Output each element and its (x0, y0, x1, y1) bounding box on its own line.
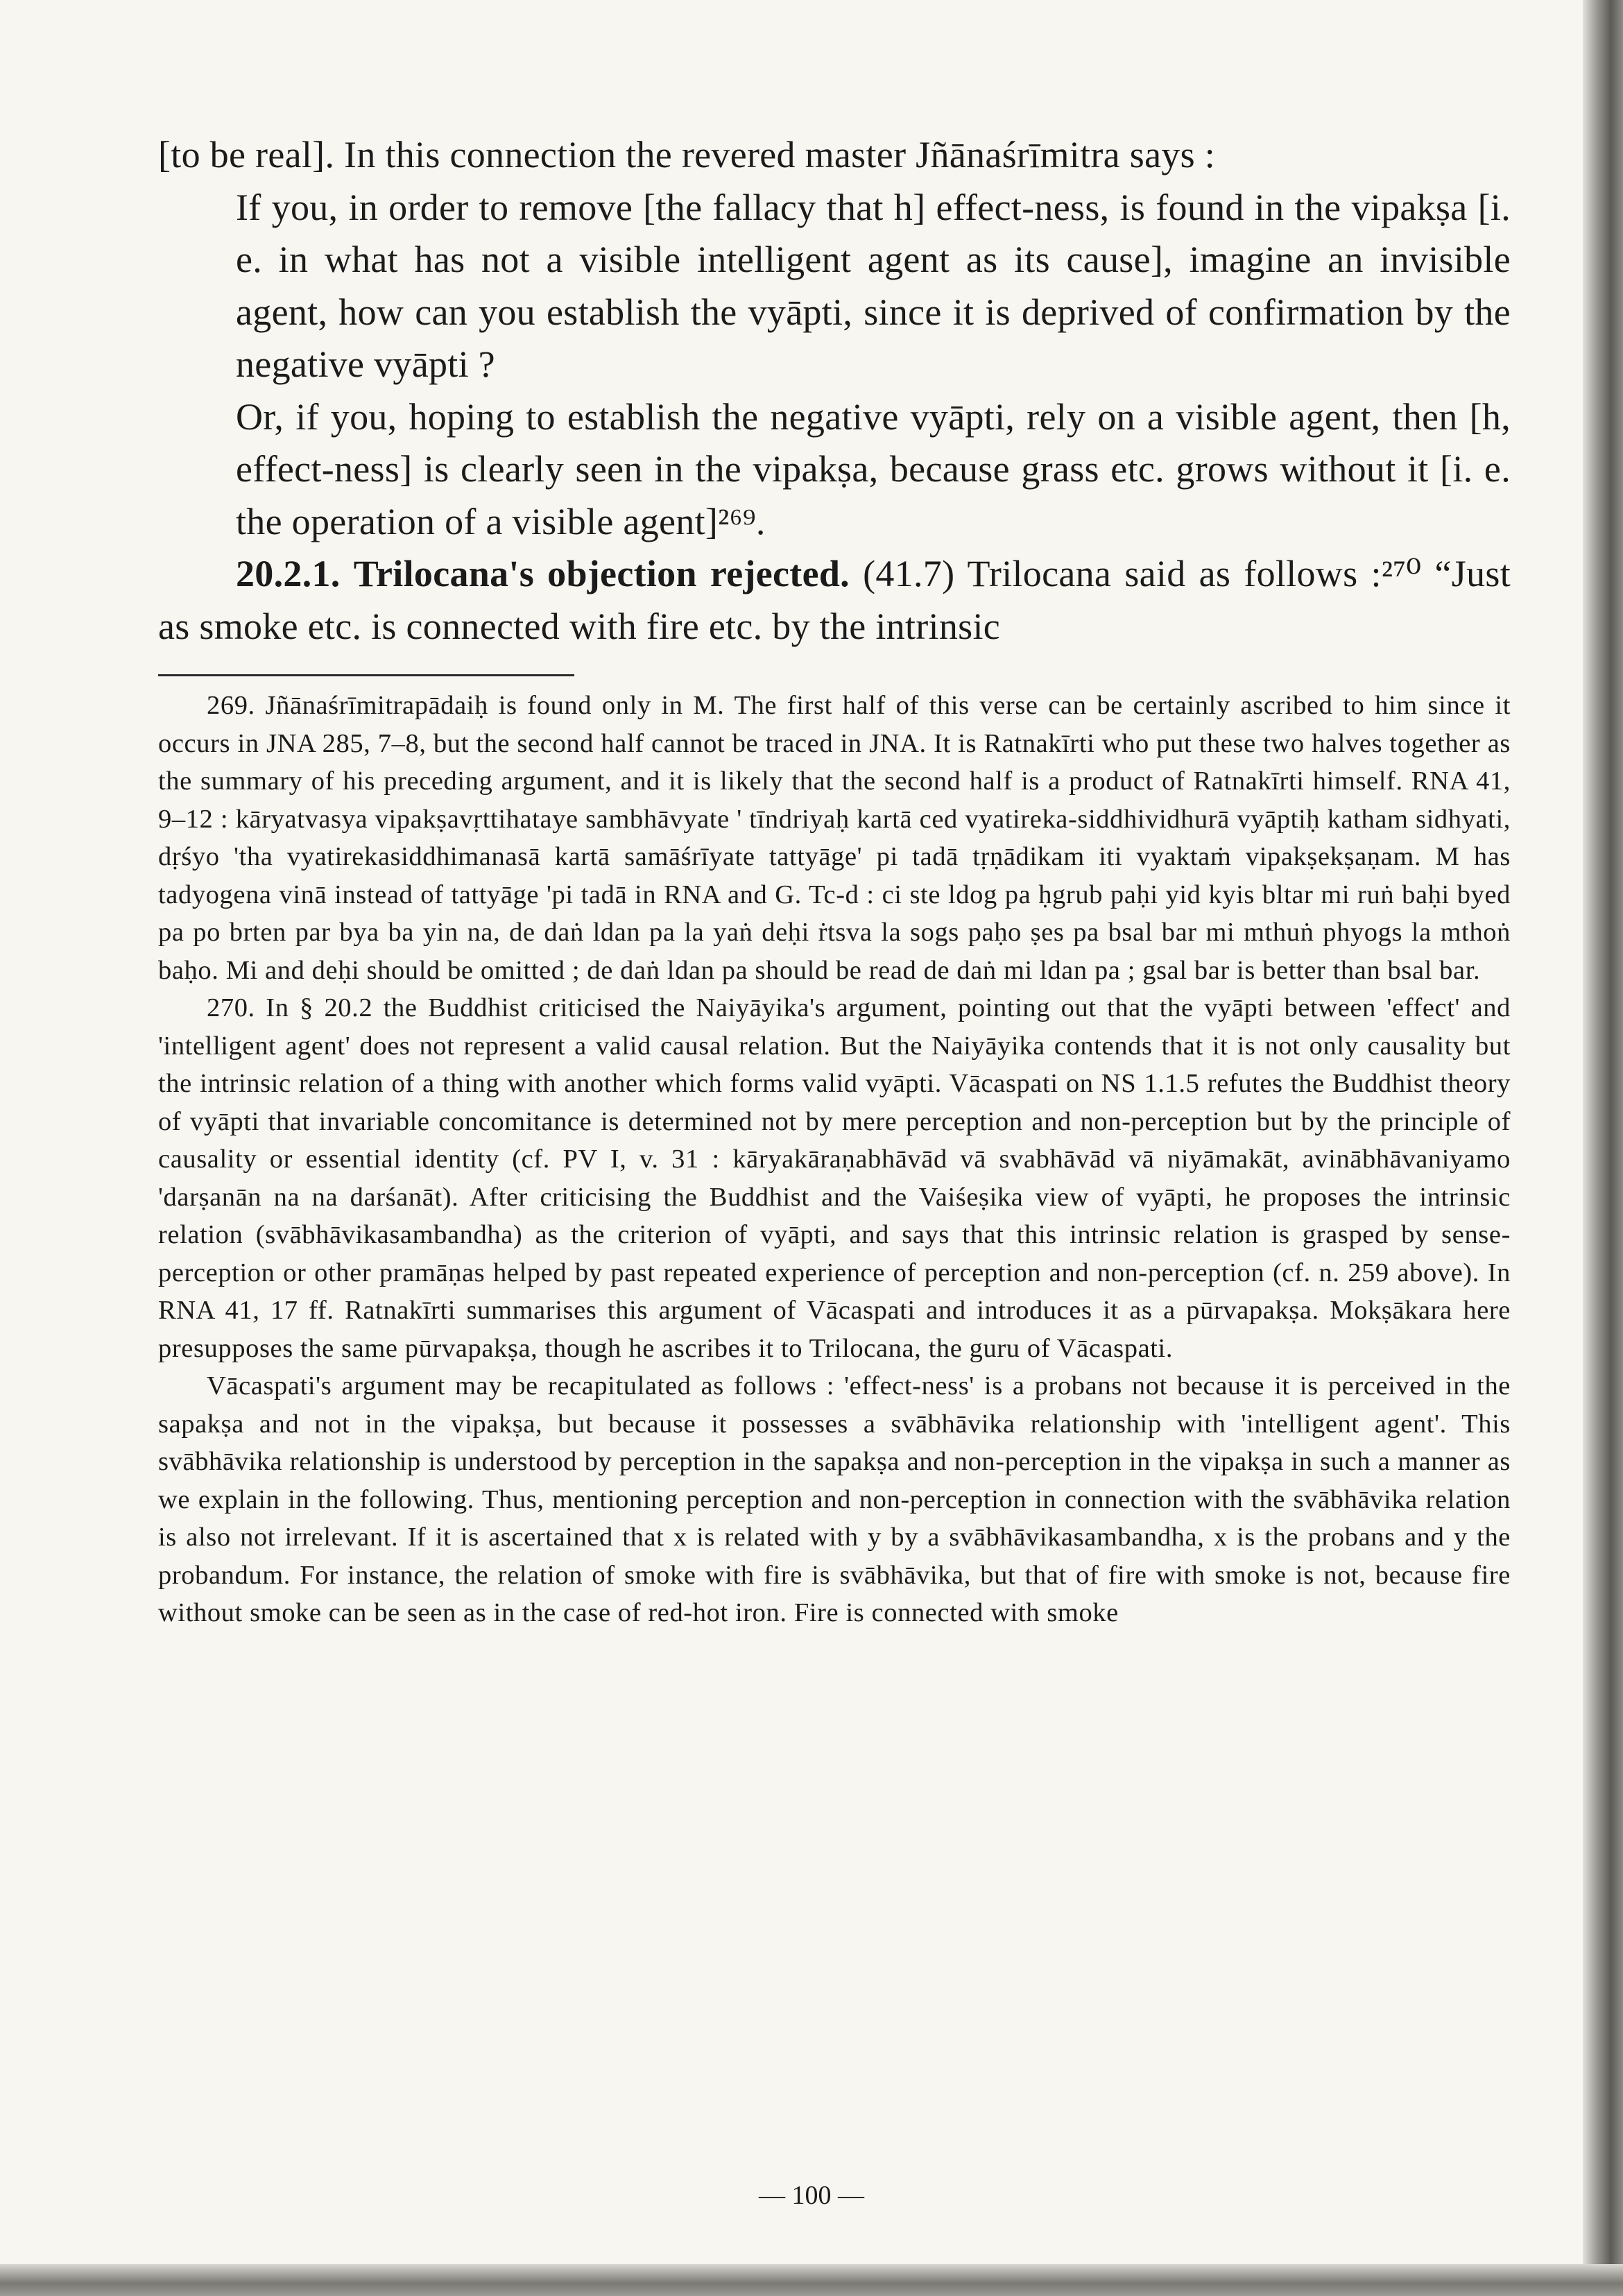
main-text (158, 129, 1511, 653)
lead-line: [to be real]. In this connection the revered master Jñānaśrīmitra says : (158, 134, 1216, 175)
section-number: 20.2.1. (236, 553, 341, 594)
verse-line-1: If you, in order to remove [the fallacy that h] effect-ness, is found in the vipakṣa [i. e. in what has not a visible intelligent agent as its cause], imagine an invisible agent, how can you establish the vyāpti, since it is deprived of confirmation by the negative vyāpti ? (236, 186, 1511, 385)
section-heading: Trilocana's objection rejected. (353, 553, 850, 594)
scan-page-edge (1583, 0, 1623, 2296)
footnotes (158, 687, 1511, 1632)
section-paragraph (158, 548, 1511, 653)
footnote-270: 270. In § 20.2 the Buddhist criticised the Naiyāyika's argument, pointing out that the vyāpti between 'effect' and 'intelligent agent' does not represent a valid causal relation. But the Naiyāyika contends that it is not only causality but the intrinsic relation of a thing with another which forms valid vyāpti. Vācaspati on NS 1.1.5 refutes the Buddhist theory of vyāpti that invariable concomitance is determined not by mere perception and non-perception but by the principle of causality or essential identity (cf. PV I, v. 31 : kāryakāraṇabhāvād vā svabhāvād vā niyāmakāt, avinābhāvaniyamo 'darṣanān na na darśanāt). After criticising the Buddhist and the Vaiśeṣika view of vyāpti, he proposes the intrinsic relation (svābhāvikasambandha) as the criterion of vyāpti, and says that this intrinsic relation is grasped by sense-perception or other pramāṇas helped by past repeated experience of perception and non-perception (cf. n. 259 above). In RNA 41, 17 ff. Ratnakīrti summarises this argument of Vācaspati and introduces it as a pūrvapakṣa. Mokṣākara here presupposes the same pūrvapakṣa, though he ascribes it to Trilocana, the guru of Vācaspati. (158, 993, 1511, 1363)
verse-line-2: Or, if you, hoping to establish the negative vyāpti, rely on a visible agent, then [h, effect-ness] is clearly seen in the vipakṣa, because grass etc. grows without it [i. e. the operation of a visible agent]²⁶⁹. (236, 395, 1511, 542)
footnote-269: 269. Jñānaśrīmitrapādaiḥ is found only in M. The first half of this verse can be certainly ascribed to him since it occurs in JNA 285, 7–8, but the second half cannot be traced in JNA. It is Ratnakīrti who put these two halves together as the summary of his preceding argument, and it is likely that the second half is a product of Ratnakīrti himself. RNA 41, 9–12 : kāryatvasya vipakṣavṛttihataye sambhāvyate ' tīndriyaḥ kartā ced vyatireka-siddhividhurā vyāptiḥ katham sidhyati, dṛśyo 'tha vyatirekasiddhimanasā kartā samāśrīyate tattyāge' pi tadā tṛṇādikam iti vyaktaṁ vipakṣekṣaṇam. M has tadyogena vinā instead of tattyāge 'pi tadā in RNA and G. Tc-d : ci ste ldog pa ḥgrub paḥi yid kyis bltar mi ruṅ baḥi byed pa po brten par bya ba yin na, de daṅ ldan pa la yaṅ deḥi ṙtsva la sogs paḥo ṣes pa bsal bar mi mthuṅ phyogs la mthoṅ baḥo. Mi and deḥi should be omitted ; de daṅ ldan pa should be read de daṅ mi ldan pa ; gsal bar is better than bsal bar. (158, 691, 1511, 985)
verse-block (158, 182, 1511, 549)
footnote-rule (158, 674, 574, 676)
scan-bottom-edge (0, 2264, 1623, 2296)
page-number: — 100 — (759, 2181, 864, 2210)
footnote-270-continued: Vācaspati's argument may be recapitulated as follows : 'effect-ness' is a probans not because it is perceived in the sapakṣa and not in the vipakṣa, but because it possesses a svābhāvika relationship with 'intelligent agent'. This svābhāvika relationship is understood by perception in the sapakṣa and non-perception in the vipakṣa in such a manner as we explain in the following. Thus, mentioning perception and non-perception in connection with the svābhāvika relation is also not irrelevant. If it is ascertained that x is related with y by a svābhāvikasambandha, x is the probans and y the probandum. For instance, the relation of smoke with fire is svābhāvika, but that of fire with smoke is not, because fire without smoke can be seen as in the case of red-hot iron. Fire is connected with smoke (158, 1371, 1511, 1627)
section-text: (41.7) Trilocana said as follows :²⁷⁰ “Just as smoke etc. is connected with fire etc. by the intrinsic (158, 553, 1511, 647)
